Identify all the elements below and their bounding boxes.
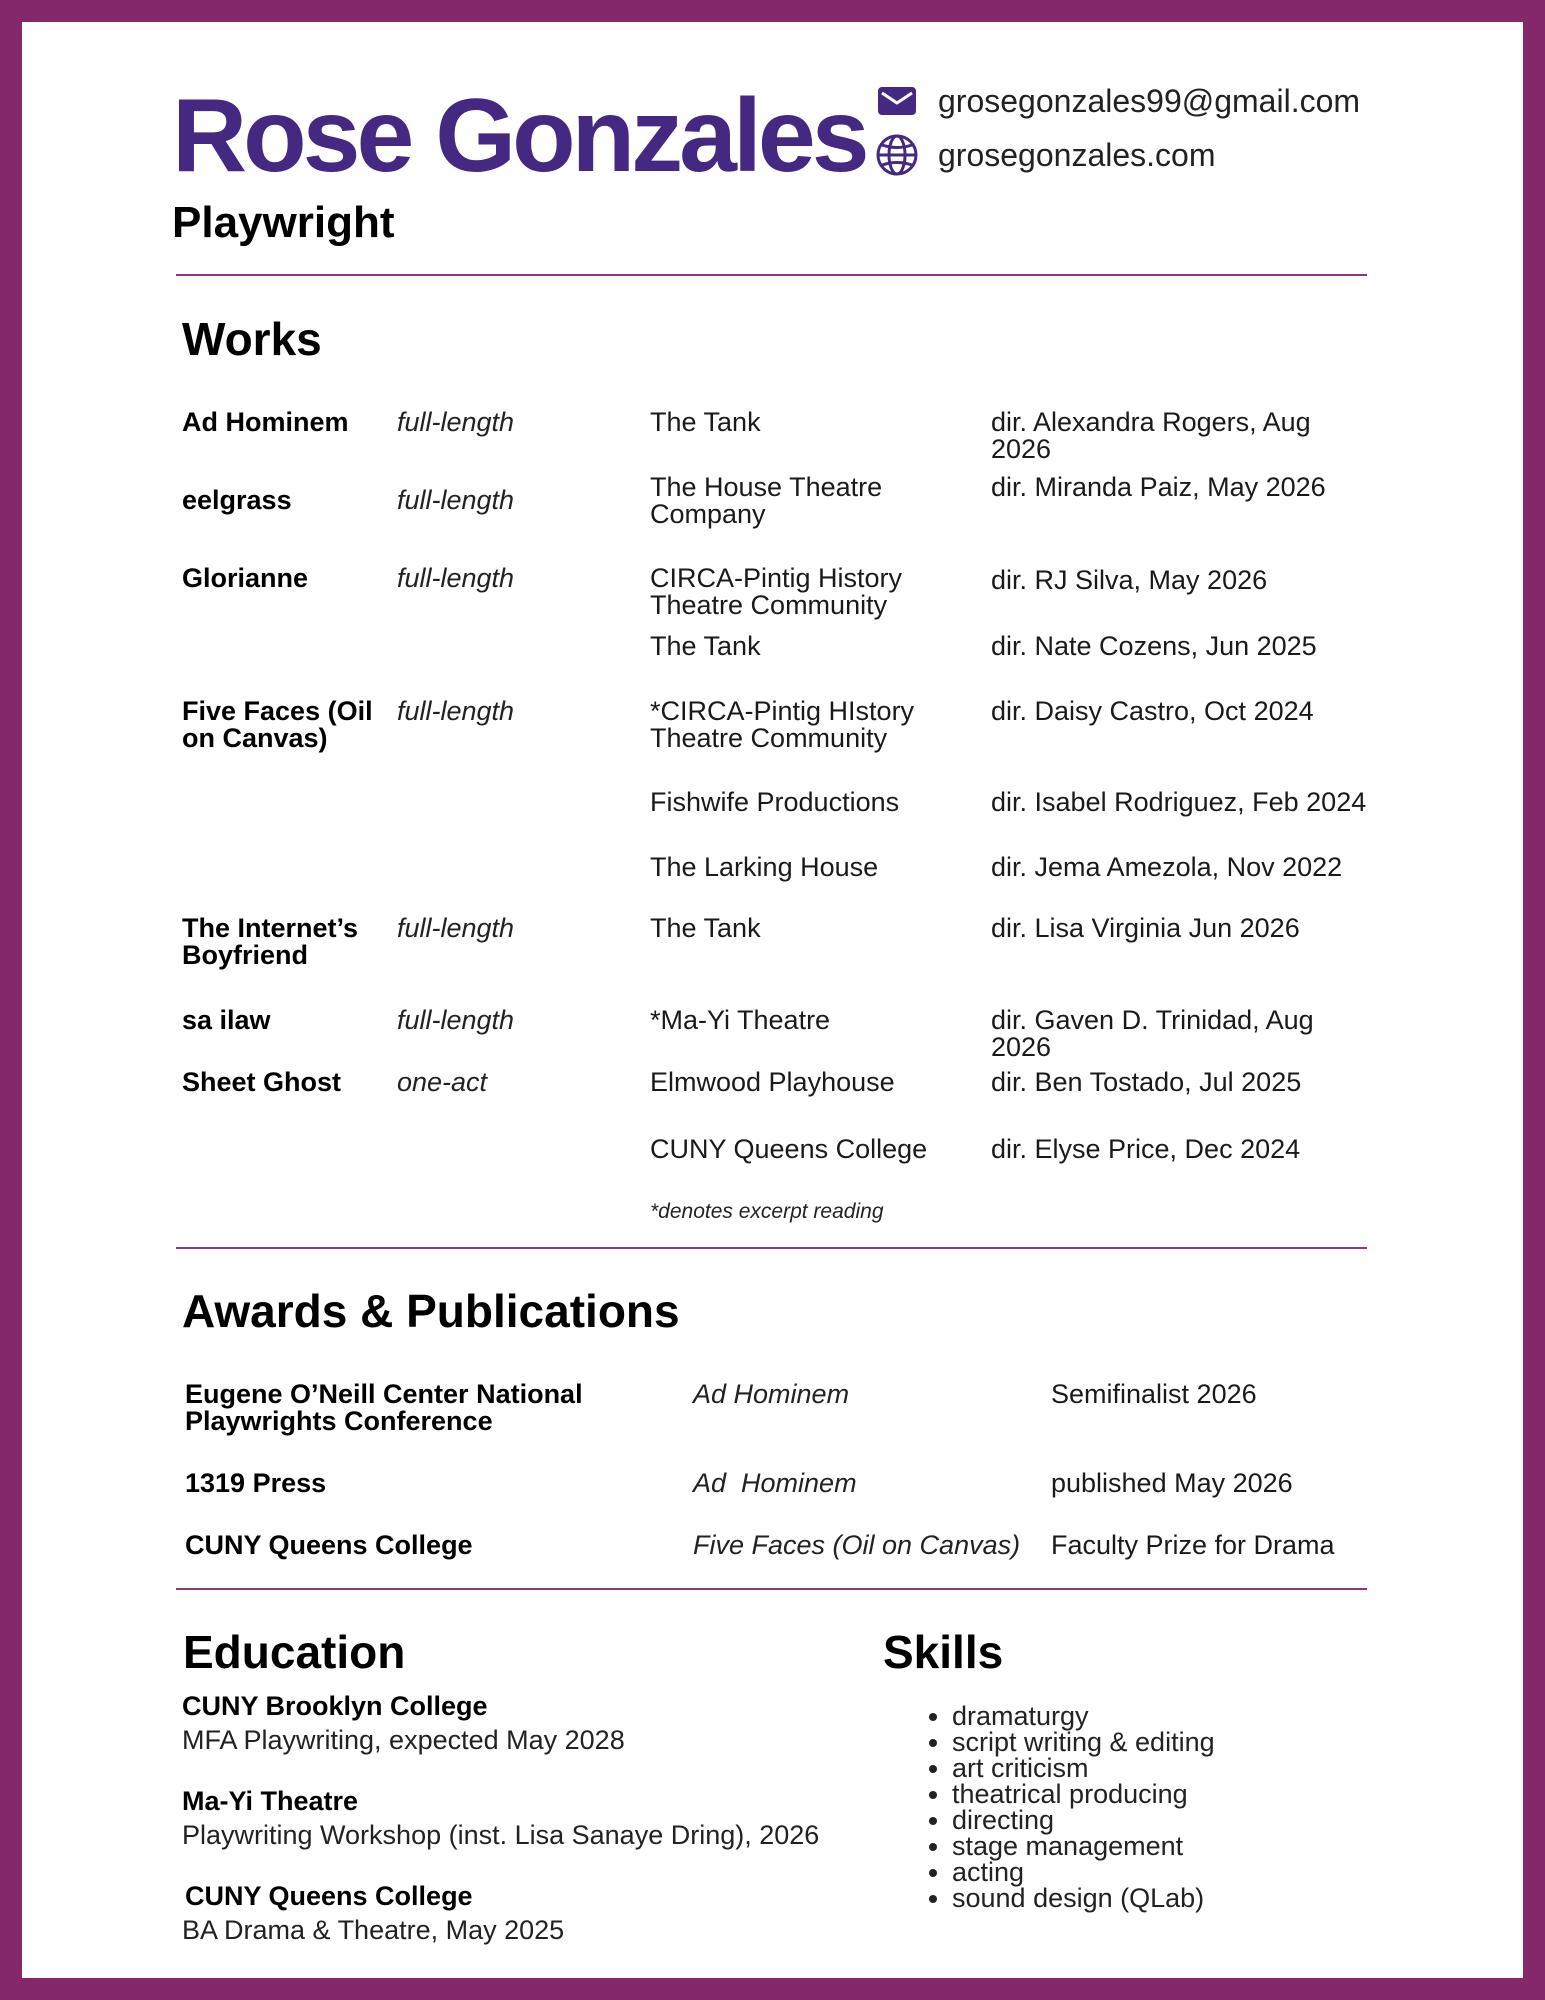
education-school: Ma-Yi Theatre: [182, 1786, 359, 1816]
work-director: dir. Elyse Price, Dec 2024: [991, 1134, 1301, 1164]
skills-heading: Skills: [883, 1626, 1004, 1678]
globe-icon: [874, 132, 920, 178]
work-director: dir. Miranda Paiz, May 2026: [991, 472, 1326, 502]
award-work: Ad Hominem: [693, 1468, 857, 1498]
work-title: Glorianne: [182, 563, 309, 593]
work-type: one-act: [397, 1067, 488, 1097]
work-title: eelgrass: [182, 485, 292, 515]
work-director: dir. Gaven D. Trinidad, Aug 2026: [991, 1005, 1314, 1062]
award-organization: Eugene O’Neill Center National Playwrights Conference: [185, 1379, 583, 1436]
skill-item: • theatrical producing: [952, 1781, 1215, 1807]
education-school: CUNY Brooklyn College: [182, 1691, 488, 1721]
education-heading: Education: [183, 1626, 406, 1678]
work-director: dir. RJ Silva, May 2026: [991, 565, 1268, 595]
award-result: published May 2026: [1051, 1468, 1293, 1498]
work-venue: The Larking House: [650, 852, 879, 882]
education-detail: BA Drama & Theatre, May 2025: [182, 1915, 565, 1945]
skill-item: • art criticism: [952, 1755, 1215, 1781]
work-venue: The Tank: [650, 631, 761, 661]
award-result: Faculty Prize for Drama: [1051, 1530, 1335, 1560]
work-title: The Internet’s Boyfriend: [182, 913, 359, 970]
website-contact[interactable]: [874, 132, 1215, 178]
section-divider: [176, 1588, 1367, 1590]
work-director: dir. Isabel Rodriguez, Feb 2024: [991, 787, 1367, 817]
work-venue: *CIRCA-Pintig HIstory Theatre Community: [650, 696, 915, 753]
works-heading: Works: [182, 313, 322, 365]
skill-item: • directing: [952, 1807, 1215, 1833]
award-work: Ad Hominem: [693, 1379, 850, 1409]
website-text[interactable]: grosegonzales.com: [938, 136, 1216, 173]
work-venue: Fishwife Productions: [650, 787, 900, 817]
skill-item: • sound design (QLab): [952, 1885, 1215, 1911]
resume-page: [22, 22, 1523, 1978]
awards-heading: Awards & Publications: [182, 1285, 680, 1337]
work-director: dir. Ben Tostado, Jul 2025: [991, 1067, 1302, 1097]
email-text[interactable]: grosegonzales99@gmail.com: [938, 82, 1361, 119]
work-type: full-length: [397, 1005, 515, 1035]
work-director: dir. Jema Amezola, Nov 2022: [991, 852, 1343, 882]
candidate-name: Rose Gonzales: [172, 78, 866, 194]
skill-item: • acting: [952, 1859, 1215, 1885]
section-divider: [176, 1247, 1367, 1249]
work-title: Ad Hominem: [182, 407, 349, 437]
work-venue: The House Theatre Company: [650, 472, 883, 529]
skill-item: • script writing & editing: [952, 1729, 1215, 1755]
award-work: Five Faces (Oil on Canvas): [693, 1530, 1021, 1560]
section-divider: [176, 274, 1367, 276]
skill-item: • dramaturgy: [952, 1703, 1215, 1729]
excerpt-footnote: *denotes excerpt reading: [650, 1200, 884, 1223]
mail-icon: [874, 78, 920, 124]
work-venue: CIRCA-Pintig History Theatre Community: [650, 563, 903, 620]
work-type: full-length: [397, 696, 515, 726]
work-venue: The Tank: [650, 407, 761, 437]
skill-item: • stage management: [952, 1833, 1215, 1859]
work-type: full-length: [397, 913, 515, 943]
award-organization: 1319 Press: [185, 1468, 327, 1498]
work-director: dir. Lisa Virginia Jun 2026: [991, 913, 1300, 943]
education-detail: MFA Playwriting, expected May 2028: [182, 1725, 625, 1755]
work-director: dir. Daisy Castro, Oct 2024: [991, 696, 1314, 726]
work-type: full-length: [397, 407, 515, 437]
candidate-role: Playwright: [172, 198, 395, 247]
work-type: full-length: [397, 485, 515, 515]
work-venue: The Tank: [650, 913, 761, 943]
work-venue: Elmwood Playhouse: [650, 1067, 895, 1097]
work-title: Sheet Ghost: [182, 1067, 342, 1097]
award-organization: CUNY Queens College: [185, 1530, 473, 1560]
work-title: Five Faces (Oil on Canvas): [182, 696, 373, 753]
work-title: sa ilaw: [182, 1005, 271, 1035]
work-director: dir. Alexandra Rogers, Aug 2026: [991, 407, 1311, 464]
work-venue: CUNY Queens College: [650, 1134, 928, 1164]
education-detail: Playwriting Workshop (inst. Lisa Sanaye Dring), 2026: [182, 1820, 820, 1850]
education-school: CUNY Queens College: [185, 1881, 473, 1911]
award-result: Semifinalist 2026: [1051, 1379, 1257, 1409]
work-director: dir. Nate Cozens, Jun 2025: [991, 631, 1317, 661]
skills-list: [900, 1703, 1215, 1911]
work-venue: *Ma-Yi Theatre: [650, 1005, 831, 1035]
work-type: full-length: [397, 563, 515, 593]
email-contact[interactable]: [874, 78, 1360, 124]
